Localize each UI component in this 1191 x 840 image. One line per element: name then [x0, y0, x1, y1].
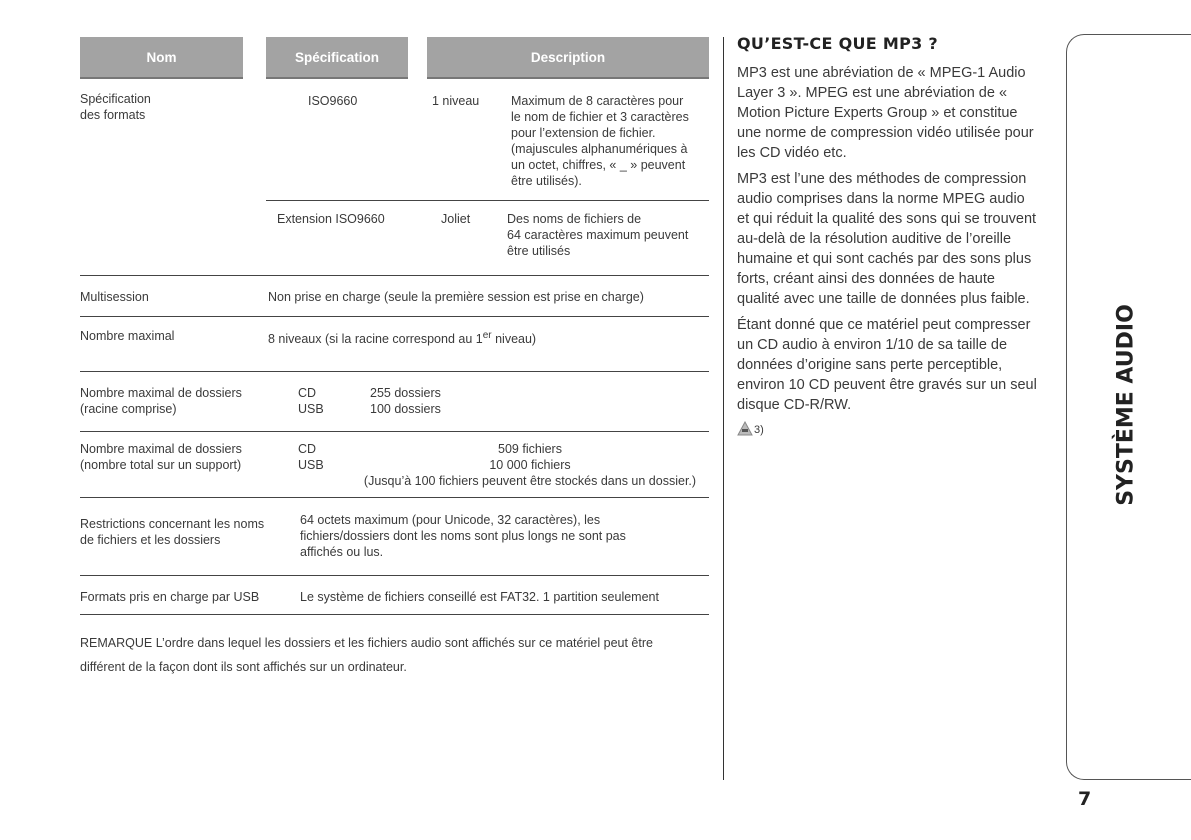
max-levels-name: Nombre maximal	[80, 329, 175, 343]
warning-ref	[737, 421, 1037, 436]
max-files-values	[350, 441, 710, 489]
usb-formats-value: Le système de fichiers conseillé est FAT32. 1 partition seulement	[300, 590, 659, 604]
max-folders-name	[80, 385, 242, 417]
text-line: être utilisés).	[511, 174, 582, 188]
text-line: des formats	[80, 108, 146, 122]
divider	[80, 614, 709, 615]
text-line: (nombre total sur un support)	[80, 458, 242, 472]
article-title: QU’EST-CE QUE MP3 ?	[737, 34, 938, 53]
spec-iso9660: ISO9660	[308, 94, 358, 108]
header-specification: Spécification	[266, 37, 408, 79]
text-line: fichiers/dossiers dont les noms sont plus longs ne sont pas	[300, 529, 626, 543]
text-line: CD	[298, 442, 317, 456]
multisession-value: Non prise en charge (seule la première session est prise en charge)	[268, 290, 644, 304]
text-line: 64 octets maximum (pour Unicode, 32 caractères), les	[300, 513, 601, 527]
text: niveau)	[491, 332, 537, 347]
restrictions-name	[80, 516, 264, 548]
text-line: 509 fichiers	[498, 442, 562, 456]
divider	[80, 497, 709, 498]
paragraph: MP3 est l’une des méthodes de compression audio comprises dans la norme MPEG audio et qui réduit la qualité des sons qui se trouvent au-delà de la résolution auditive de l’oreille humaine et qui sont cachés par des sons plus forts, créant ainsi des données de haute qualité avec une taille de données plus faible.	[737, 171, 1037, 307]
text-line: différent de la façon dont ils sont affichés sur un ordinateur.	[80, 660, 407, 674]
text-line: USB	[298, 402, 324, 416]
text-line: 64 caractères maximum peuvent	[507, 228, 689, 242]
text-line: un octet, chiffres, « _ » peuvent	[511, 158, 686, 172]
divider	[80, 275, 709, 276]
text-line: de fichiers et les dossiers	[80, 533, 221, 547]
text-line: Des noms de fichiers de	[507, 212, 642, 226]
spec-formats-name	[80, 91, 151, 123]
text: 8 niveaux (si la racine correspond au 1	[268, 332, 483, 347]
text-line: Restrictions concernant les noms	[80, 517, 265, 531]
text-line: REMARQUE L’ordre dans lequel les dossiers et les fichiers audio sont affichés sur ce matériel peut être	[80, 636, 653, 650]
spec-joliet-ext: Extension ISO9660	[277, 212, 385, 226]
superscript: er	[482, 330, 492, 341]
text-line: (racine comprise)	[80, 402, 177, 416]
text-line: le nom de fichier et 3 caractères	[511, 110, 689, 124]
usb-formats-name: Formats pris en charge par USB	[80, 590, 260, 604]
max-folders-values	[370, 385, 441, 417]
text-line: pour l’extension de fichier.	[511, 126, 656, 140]
text-line: 10 000 fichiers	[489, 458, 571, 472]
spec-level: 1 niveau	[432, 94, 480, 108]
divider	[80, 431, 709, 432]
text-line: 255 dossiers	[370, 386, 441, 400]
max-levels-value	[268, 328, 536, 347]
max-files-name	[80, 441, 242, 473]
header-description: Description	[427, 37, 709, 79]
text-line: (Jusqu’à 100 fichiers peuvent être stockés dans un dossier.)	[363, 474, 697, 488]
remark	[80, 631, 653, 679]
page-number: 7	[1078, 788, 1092, 810]
max-folders-media	[298, 385, 324, 417]
mp3-article	[737, 34, 1037, 436]
divider	[80, 371, 709, 372]
text-line: (majuscules alphanumériques à	[511, 142, 688, 156]
header-nom: Nom	[80, 37, 243, 79]
text-line: Nombre maximal de dossiers	[80, 386, 242, 400]
text-line: être utilisés	[507, 244, 571, 258]
text-line: Nombre maximal de dossiers	[80, 442, 242, 456]
warning-ref-number: 3)	[754, 424, 764, 436]
text-line: 100 dossiers	[370, 402, 441, 416]
text-line: Maximum de 8 caractères pour	[511, 94, 684, 108]
spec-joliet-desc	[507, 211, 688, 259]
text-line: affichés ou lus.	[300, 545, 384, 559]
section-tab-label: SYSTÈME AUDIO	[1113, 304, 1139, 506]
paragraph: Étant donné que ce matériel peut compresser un CD audio à environ 1/10 de sa taille de données d’origine sans perte perceptible, environ 10 CD peuvent être gravés sur un seul disque CD-R/RW.	[737, 317, 1037, 413]
column-divider	[723, 37, 724, 780]
text-line: Spécification	[80, 92, 151, 106]
max-files-media	[298, 441, 324, 473]
divider	[80, 316, 709, 317]
warning-triangle-icon	[737, 421, 753, 436]
divider	[266, 200, 709, 201]
spec-desc	[511, 93, 689, 189]
text-line: USB	[298, 458, 324, 472]
text-line: CD	[298, 386, 317, 400]
spec-joliet-level: Joliet	[441, 212, 471, 226]
paragraph: MP3 est une abréviation de « MPEG-1 Audio Layer 3 ». MPEG est une abréviation de « Motion Picture Experts Group » et constitue une norme de compression vidéo utilisée pour les CD vidéo etc.	[737, 65, 1034, 161]
divider	[80, 575, 709, 576]
multisession-name: Multisession	[80, 290, 149, 304]
restrictions-value	[300, 512, 626, 560]
